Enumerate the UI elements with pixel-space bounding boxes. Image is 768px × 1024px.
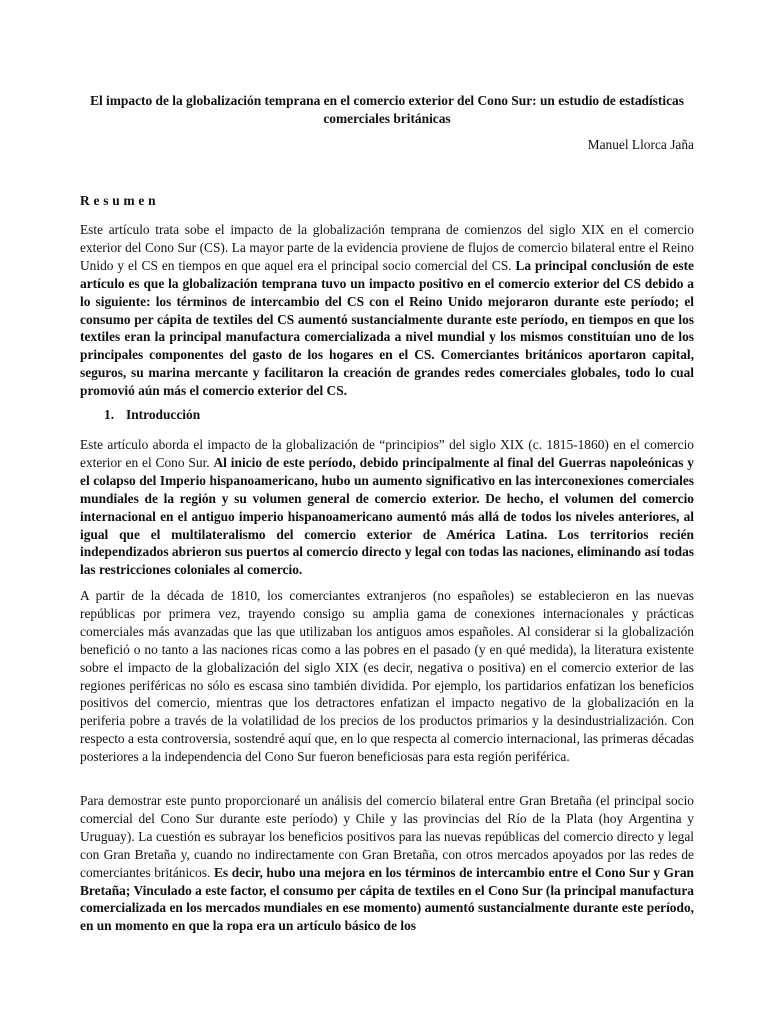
intro-p1-bold-text: Al inicio de este período, debido principalmente al final del Guerras napoleónicas y el colapso del Imperio hispanoamericano, hubo un aumento significativo en las interconexiones comerciales mundiales de la región y su volumen general de comercio exterior. De hecho, el volumen del comercio internacional en el antiguo imperio hispanoamericano aumentó más allá de todos los niveles anteriores, al igual que el multilateralismo del comercio exterior de América Latina. Los territorios recién independizados abrieron sus puertos al comercio directo y legal con todas las naciones, eliminando así todas las restricciones coloniales al comercio. <box>80 454 695 578</box>
intro-paragraph-1 <box>80 436 694 579</box>
author-name: Manuel Llorca Jaña <box>587 137 694 152</box>
abstract-bold-text: La principal conclusión de este artículo es que la globalización temprana tuvo un impacto positivo en el comercio exterior del CS debido a lo siguiente: los términos de intercambio del CS con el Reino Unido mejoraron durante este período; el consumo per cápita de textiles del CS aumentó sustancialmente durante este período, en tiempos en que los textiles eran la principal manufactura comercializada a nivel mundial y los mismos constituían uno de los principales componentes del gasto de los hogares en el CS. Comerciantes británicos aportaron capital, seguros, su marina mercante y facilitaron la creación de grandes redes comerciales globales, todo lo cual promovió aún más el comercio exterior del CS. <box>80 257 695 399</box>
document-title: El impacto de la globalización temprana en el comercio exterior del Cono Sur: un estudio de estadísticas comerciales británicas <box>90 93 684 126</box>
section-heading-introduction <box>104 406 200 424</box>
abstract-heading: Resumen <box>80 193 160 208</box>
intro-p3-text: Para demostrar este punto proporcionaré un análisis del comercio bilateral entre Gran Bretaña (el principal socio comercial del Cono Sur durante este período) y Chile y las provincias del Río de la Plata (hoy Argentina y Uruguay). La cuestión es subrayar los beneficios positivos para las nuevas repúblicas del comercio directo y legal con Gran Bretaña y, cuando no indirectamente con Gran Bretaña, con otros mercados apoyados por las redes de comerciantes británicos. <box>80 793 694 880</box>
intro-p1-text: Este artículo aborda el impacto de la globalización de “principios” del siglo XIX (c. 1815-1860) en el comercio exterior en el Cono Sur. <box>80 437 694 470</box>
section-title: Introducción <box>126 407 201 422</box>
section-number: 1. <box>104 407 115 422</box>
intro-paragraph-2: A partir de la década de 1810, los comerciantes extranjeros (no españoles) se establecieron en las nuevas repúblicas por primera vez, trayendo consigo su amplia gama de conexiones internacionales y prácticas comerciales más avanzadas que las que utilizaban los antiguos amos españoles. Al considerar si la globalización benefició o no tanto a las naciones ricas como a las pobres en el pasado (y en qué medida), la literatura existente sobre el impacto de la globalización del siglo XIX (es decir, negativa o positiva) en el comercio exterior de las regiones periféricas no sólo es escasa sino también dividida. Por ejemplo, los partidarios enfatizan los beneficios positivos del comercio, mientras que los detractores enfatizan el impacto negativo de la globalización en la periferia pobre a través de la volatilidad de los precios de los productos primarios y la desindustrialización. Con respecto a esta controversia, sostendré aquí que, en lo que respecta al comercio internacional, las primeras décadas posteriores a la independencia del Cono Sur fueron beneficiosas para esta región periférica. <box>80 588 694 765</box>
intro-p3-bold-text: Es decir, hubo una mejora en los términos de intercambio entre el Cono Sur y Gran Bretaña; Vinculado a este factor, el consumo per cápita de textiles en el Cono Sur (la principal manufactura comercializada en los mercados mundiales en ese momento) aumentó sustancialmente durante este período, en un momento en que la ropa era un artículo básico de los <box>80 864 694 934</box>
intro-paragraph-3 <box>80 792 694 935</box>
abstract-paragraph <box>80 221 694 400</box>
abstract-text: Este artículo trata sobe el impacto de la globalización temprana de comienzos del siglo XIX en el comercio exterior del Cono Sur (CS). La mayor parte de la evidencia proviene de flujos de comercio bilateral entre el Reino Unido y el CS en tiempos en que aquel era el principal socio comercial del CS. <box>80 222 694 273</box>
